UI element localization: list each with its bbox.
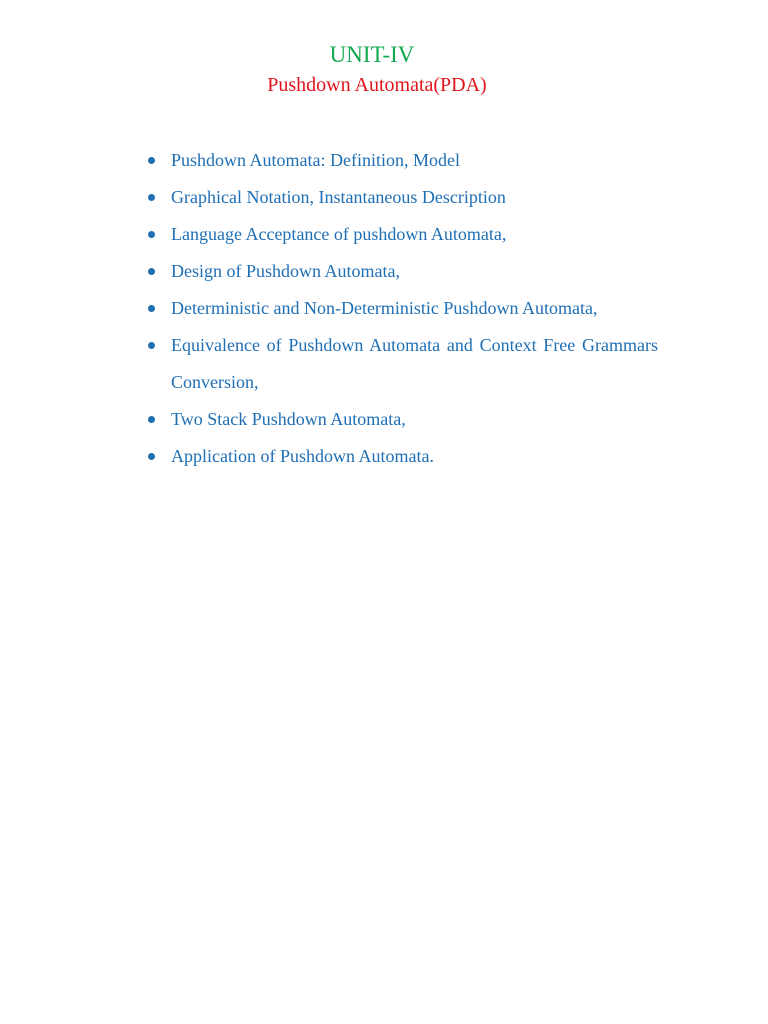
topic-list xyxy=(146,142,658,475)
topic-text: Graphical Notation, Instantaneous Description xyxy=(171,187,506,207)
bullet-icon xyxy=(148,305,155,312)
list-item xyxy=(146,142,658,179)
unit-heading: UNIT-IV xyxy=(329,42,415,67)
bullet-icon xyxy=(148,194,155,201)
list-item xyxy=(146,290,658,327)
page-title: Pushdown Automata(PDA) xyxy=(267,74,487,96)
topic-text: Pushdown Automata: Definition, Model xyxy=(171,150,460,170)
list-item xyxy=(146,179,658,216)
list-item xyxy=(146,327,658,401)
bullet-icon xyxy=(148,268,155,275)
list-item xyxy=(146,438,658,475)
topic-text: Deterministic and Non-Deterministic Pushdown Automata, xyxy=(171,298,598,318)
topic-text: Equivalence of Pushdown Automata and Context Free Grammars Conversion, xyxy=(171,335,658,392)
bullet-icon xyxy=(148,416,155,423)
bullet-icon xyxy=(148,453,155,460)
list-item xyxy=(146,216,658,253)
topic-text: Design of Pushdown Automata, xyxy=(171,261,400,281)
bullet-icon xyxy=(148,157,155,164)
topic-text: Two Stack Pushdown Automata, xyxy=(171,409,406,429)
bullet-icon xyxy=(148,231,155,238)
topic-text: Language Acceptance of pushdown Automata, xyxy=(171,224,507,244)
topic-text: Application of Pushdown Automata. xyxy=(171,446,434,466)
list-item xyxy=(146,401,658,438)
list-item xyxy=(146,253,658,290)
bullet-icon xyxy=(148,342,155,349)
